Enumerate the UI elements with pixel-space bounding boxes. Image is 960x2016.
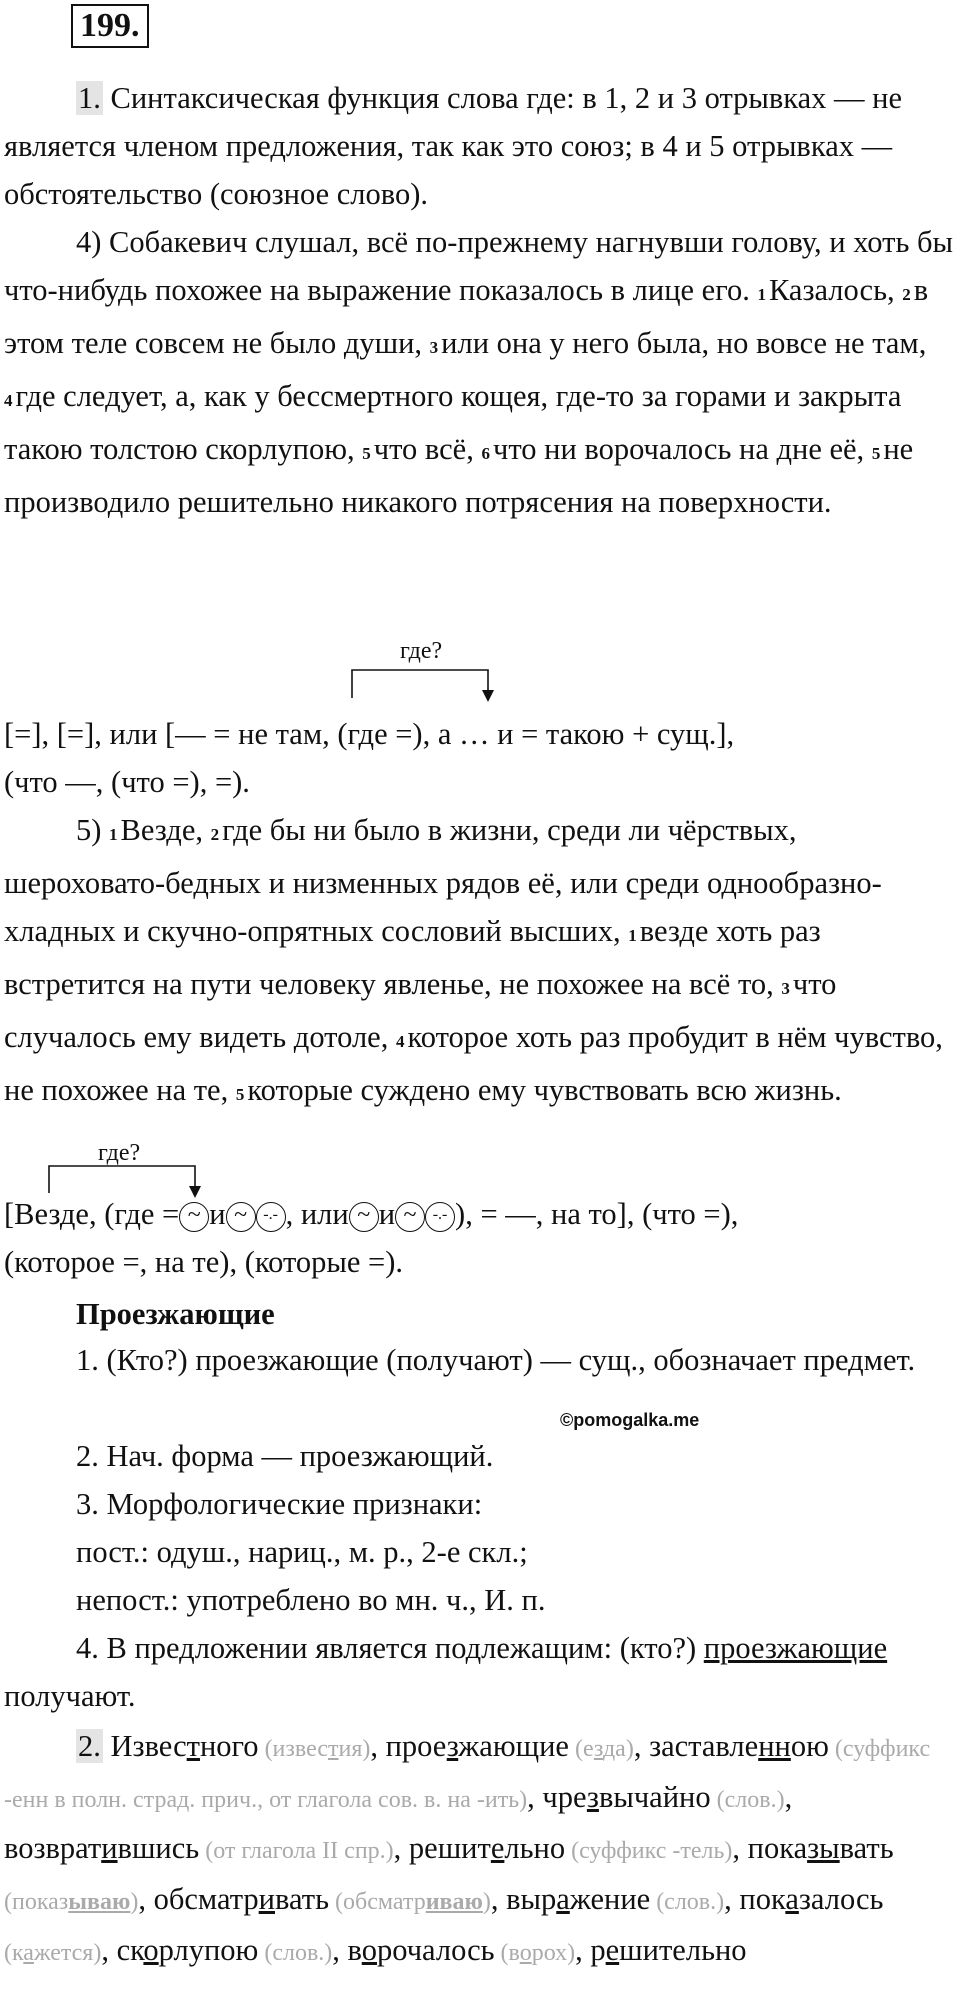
- clause-text: где бы ни было в жизни, среди ли чёрствых, шероховато-бедных и низменных рядов её, или среди однообразно-хладных и скучно-опрятных сословий высших,: [4, 813, 882, 948]
- text-fragment: ,: [527, 1780, 543, 1814]
- text-fragment: ,: [633, 1729, 650, 1763]
- parse-line-1: 1. (Кто?) проезжающие (получают) — сущ., обозначает предмет.: [76, 1343, 916, 1377]
- text-fragment: рочалось: [377, 1933, 495, 1967]
- sentence-5: [4, 806, 954, 1119]
- circle-definition-icon: ~: [349, 1202, 379, 1232]
- task-number: 199.: [71, 4, 149, 48]
- text-fragment: ск: [116, 1933, 144, 1967]
- text-fragment: чре: [542, 1780, 587, 1814]
- text-fragment: жение: [569, 1882, 651, 1916]
- circle-circumstance-icon: -.-: [425, 1202, 455, 1232]
- parse-heading: Проезжающие: [76, 1297, 275, 1331]
- text-fragment: (извес: [258, 1736, 328, 1762]
- text-fragment: заставле: [649, 1729, 759, 1763]
- text-fragment: (показ: [4, 1889, 69, 1915]
- text-fragment: ,: [138, 1882, 146, 1916]
- s5-intro: 5): [76, 813, 110, 847]
- text-fragment: т: [327, 1736, 339, 1762]
- text-fragment: ): [482, 1889, 491, 1915]
- scheme4-line2: (что —, (что =), =).: [4, 765, 250, 799]
- text-fragment: выр: [506, 1882, 557, 1916]
- text-fragment: пок: [739, 1882, 786, 1916]
- scheme5-part: и: [209, 1197, 226, 1231]
- part2-marker: 2.: [78, 1729, 101, 1763]
- text-fragment: и: [258, 1882, 275, 1916]
- text-fragment: рох): [531, 1940, 576, 1966]
- text-fragment: обсматр: [153, 1882, 259, 1916]
- clause-text: что случалось ему видеть дотоле,: [4, 967, 837, 1054]
- clause-text: что ни ворочалось на дне её,: [492, 432, 872, 466]
- clause-number: 3: [781, 979, 790, 998]
- text-fragment: ,: [784, 1780, 793, 1814]
- text-fragment: ,: [732, 1831, 748, 1865]
- clause-text: Казалось,: [768, 273, 903, 307]
- text-fragment: ,: [490, 1882, 507, 1916]
- text-fragment: вать: [275, 1882, 329, 1916]
- circle-definition-icon: ~: [179, 1202, 209, 1232]
- text-fragment: в: [347, 1933, 362, 1967]
- text-fragment: (в: [494, 1940, 520, 1966]
- text-fragment: Извес: [110, 1729, 187, 1763]
- text-fragment: (суффикс -енн в полн. страд. прич., от глагола сов. в. на -ить): [4, 1736, 931, 1813]
- part1-text: Синтаксическая функция слова где: в 1, 2 и 3 отрывках — не является членом предложения, так как это союз; в 4 и 5 отрывках — обстоятельство (союзное слово).: [4, 81, 903, 211]
- text-fragment: ,: [724, 1882, 740, 1916]
- clause-number: 1: [757, 285, 766, 304]
- text-fragment: жется): [33, 1940, 102, 1966]
- text-fragment: ): [130, 1889, 139, 1915]
- text-fragment: нн: [758, 1729, 791, 1763]
- clause-text: везде хоть раз встретится на пути человеку явленье, не похожее на всё то,: [4, 914, 821, 1001]
- parse-line-6: [4, 1624, 954, 1720]
- text-fragment: (слов.): [258, 1940, 333, 1966]
- parse-text: 4. В предложении является подлежащим: (кто?): [76, 1631, 704, 1665]
- scheme5-question: где?: [98, 1140, 141, 1166]
- clause-number: 2: [210, 825, 220, 844]
- scheme5-part: ), = —, на то], (что =),: [455, 1197, 739, 1231]
- parse-line-3: 3. Морфологические признаки:: [76, 1487, 483, 1521]
- text-fragment: ,: [393, 1831, 409, 1865]
- clause-number: 6: [481, 444, 490, 463]
- text-fragment: ою: [790, 1729, 829, 1763]
- clause-number: 5: [235, 1085, 245, 1104]
- clause-text: которые суждено ему чувствовать всю жизнь.: [247, 1073, 842, 1107]
- text-fragment: о: [361, 1933, 377, 1967]
- parse-line-2: 2. Нач. форма — проезжающий.: [76, 1439, 494, 1473]
- text-fragment: (от глагола II спр.): [199, 1838, 394, 1864]
- text-fragment: а: [785, 1882, 799, 1916]
- scheme5-part: , или: [285, 1197, 349, 1231]
- text-fragment: з: [593, 1736, 603, 1762]
- text-fragment: о: [143, 1933, 159, 1967]
- clause-text: или она у него была, но вовсе не там,: [441, 326, 927, 360]
- text-fragment: прое: [385, 1729, 447, 1763]
- text-fragment: (обсматр: [329, 1889, 426, 1915]
- text-fragment: (е: [568, 1736, 594, 1762]
- parse-line-4: пост.: одуш., нариц., м. р., 2-е скл.;: [76, 1535, 528, 1569]
- circle-circumstance-icon: -.-: [256, 1202, 286, 1232]
- text-fragment: з: [446, 1729, 459, 1763]
- clause-text: не производило решительно никакого потрясения на поверхности.: [4, 432, 914, 519]
- text-fragment: вать: [839, 1831, 894, 1865]
- text-fragment: о: [519, 1940, 532, 1966]
- scheme5-part: [Везде, (где =: [4, 1197, 180, 1231]
- clause-number: 4: [395, 1032, 405, 1051]
- text-fragment: вшись: [117, 1831, 200, 1865]
- text-fragment: ия): [338, 1736, 371, 1762]
- text-fragment: шительно: [619, 1933, 747, 1967]
- text-fragment: ,: [332, 1933, 348, 1967]
- text-fragment: возврат: [4, 1831, 102, 1865]
- text-fragment: е: [490, 1831, 505, 1865]
- text-fragment: жающие: [458, 1729, 569, 1763]
- clause-text: Везде,: [120, 813, 211, 847]
- clause-number: 1: [628, 926, 637, 945]
- part2-paragraph: [4, 1722, 954, 1977]
- text-fragment: е: [605, 1933, 620, 1967]
- part1-marker: 1.: [78, 81, 101, 115]
- sentence-4: [4, 218, 954, 526]
- clause-number: 4: [4, 391, 13, 410]
- text-fragment: (к: [4, 1940, 24, 1966]
- text-fragment: льно: [504, 1831, 566, 1865]
- text-fragment: решит: [408, 1831, 491, 1865]
- clause-number: 1: [109, 825, 118, 844]
- text-fragment: залось: [798, 1882, 884, 1916]
- text-fragment: да): [602, 1736, 634, 1762]
- text-fragment: а: [556, 1882, 570, 1916]
- clause-number: 2: [902, 285, 911, 304]
- clause-number: 5: [362, 444, 371, 463]
- scheme5-part: и: [378, 1197, 396, 1231]
- clause-text: которое хоть раз пробудит в нём чувство, не похожее на те,: [4, 1020, 943, 1107]
- parse-text: получают.: [4, 1679, 136, 1713]
- clause-number: 5: [871, 444, 881, 463]
- scheme5-line2: (которое =, на те), (которые =).: [4, 1245, 404, 1279]
- circle-definition-icon: ~: [226, 1202, 256, 1232]
- clause-number: 3: [429, 338, 439, 357]
- text-fragment: пока: [747, 1831, 808, 1865]
- scheme4-line1: [=], [=], или [— = не там, (где =), а … и = такою + сущ.],: [4, 717, 735, 751]
- text-fragment: ,: [101, 1933, 117, 1967]
- text-fragment: т: [186, 1729, 200, 1763]
- text-fragment: вычайно: [598, 1780, 711, 1814]
- text-fragment: зы: [807, 1831, 840, 1865]
- clause-text: где следует, а, как у бессмертного кощея, где-то за горами и закрыта такою толстою скорлупою,: [4, 379, 902, 466]
- s4-intro: 4) Собакевич слушал, всё по-прежнему нагнувши голову, и хоть бы что-нибудь похожее на выражение показалось в лице его.: [4, 225, 954, 307]
- scheme4-question: где?: [400, 638, 443, 664]
- text-fragment: иваю: [425, 1889, 483, 1915]
- text-fragment: (суффикс -тель): [565, 1838, 733, 1864]
- watermark: ©pomogalka.me: [560, 1410, 700, 1430]
- circle-definition-icon: ~: [395, 1202, 425, 1232]
- parse-line-5: непост.: употреблено во мн. ч., И. п.: [76, 1583, 546, 1617]
- text-fragment: ываю: [68, 1889, 131, 1915]
- text-fragment: з: [586, 1780, 599, 1814]
- text-fragment: ,: [575, 1933, 591, 1967]
- text-fragment: (слов.): [710, 1787, 785, 1813]
- clause-text: что всё,: [373, 432, 482, 466]
- text-fragment: (слов.): [650, 1889, 725, 1915]
- text-fragment: а: [23, 1940, 34, 1966]
- text-fragment: ,: [370, 1729, 386, 1763]
- clause-text: в этом теле совсем не было души,: [4, 273, 929, 360]
- text-fragment: рлупою: [158, 1933, 259, 1967]
- text-fragment: р: [590, 1933, 606, 1967]
- parse-subject: проезжающие: [703, 1631, 888, 1665]
- text-fragment: ного: [199, 1729, 259, 1763]
- part1-paragraph: [4, 74, 954, 218]
- text-fragment: и: [101, 1831, 118, 1865]
- scheme5-line1: [4, 1190, 954, 1238]
